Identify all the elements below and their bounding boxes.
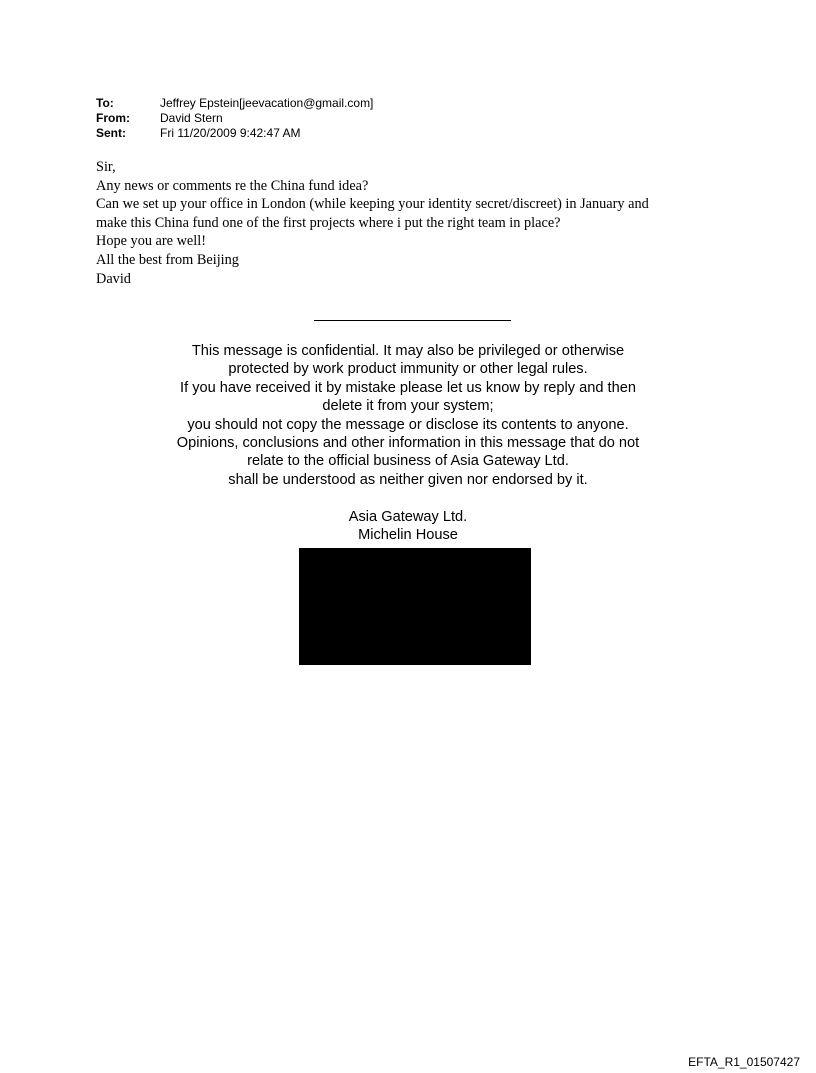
company-name: Asia Gateway Ltd.: [348, 509, 468, 525]
disclaimer-line: protected by work product immunity or other legal rules.: [228, 361, 588, 378]
disclaimer-line: you should not copy the message or disclose its contents to anyone.: [187, 416, 629, 433]
email-headers: [96, 96, 373, 141]
company-address-block: [108, 508, 708, 545]
body-line: Any news or comments re the China fund idea?: [96, 177, 369, 194]
body-line: Can we set up your office in London (while keeping your identity secret/discreet) in January and: [96, 196, 649, 213]
header-to-label: To:: [96, 96, 114, 110]
document-id: EFTA_R1_01507427: [688, 1055, 800, 1069]
header-sent-value: Fri 11/20/2009 9:42:47 AM: [160, 126, 301, 140]
header-sent-label: Sent:: [96, 126, 126, 140]
header-sent: [96, 126, 373, 141]
body-line: make this China fund one of the first projects where i put the right team in place?: [96, 214, 561, 231]
body-line: Hope you are well!: [96, 233, 206, 250]
redaction-box: [299, 548, 531, 665]
disclaimer-line: shall be understood as neither given nor endorsed by it.: [228, 471, 588, 488]
header-to: [96, 96, 373, 111]
header-from-value: David Stern: [160, 111, 223, 125]
body-line-greeting: Sir,: [96, 159, 116, 175]
disclaimer-line: Opinions, conclusions and other information in this message that do not: [176, 435, 640, 452]
disclaimer-line: relate to the official business of Asia Gateway Ltd.: [247, 453, 569, 470]
company-building: Michelin House: [358, 527, 458, 544]
disclaimer-line: This message is confidential. It may also be privileged or otherwise: [191, 343, 625, 359]
body-line: All the best from Beijing: [96, 251, 239, 268]
body-line-signature: David: [96, 270, 131, 287]
header-from-label: From:: [96, 111, 130, 125]
disclaimer-line: If you have received it by mistake please let us know by reply and then: [180, 379, 636, 396]
email-body: [96, 158, 736, 288]
disclaimer-line: delete it from your system;: [322, 398, 494, 415]
signature-divider: [314, 320, 511, 321]
header-from: [96, 111, 373, 126]
confidentiality-disclaimer: [108, 342, 708, 489]
header-to-value: Jeffrey Epstein[jeevacation@gmail.com]: [160, 96, 374, 110]
